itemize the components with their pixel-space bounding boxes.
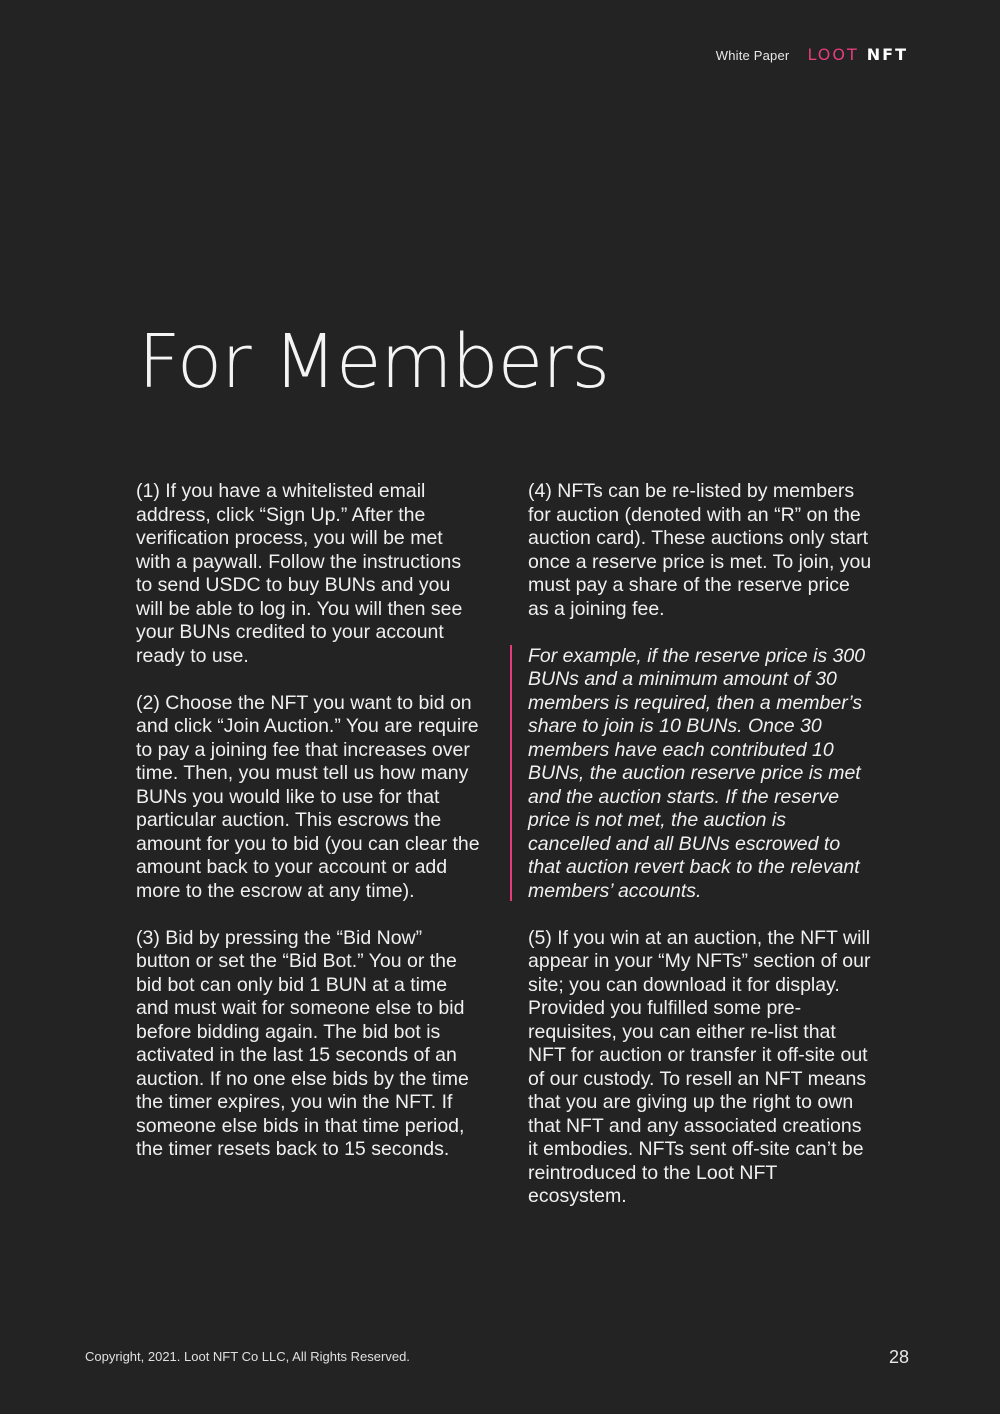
logo-nft-text: NFT <box>866 45 908 64</box>
left-column <box>136 480 481 1185</box>
page-number: 28 <box>888 1347 909 1367</box>
paragraph-step-3: (3) Bid by pressing the “Bid Now” button or set the “Bid Bot.” You or the bid bot can only bid 1 BUN at a time and must wait for someone else to bid before bidding again. The bid bot is activated in the last 15 seconds of an auction. If no one else bids by the time the timer expires, you win the NFT. If someone else bids in that time period, the timer resets back to 15 seconds. <box>136 926 469 1160</box>
paragraph-step-1: (1) If you have a whitelisted email address, click “Sign Up.” After the verification process, you will be met with a paywall. Follow the instructions to send USDC to buy BUNs and you will be able to log in. You will then see your BUNs credited to your account ready to use. <box>136 480 463 667</box>
page-title: For Members <box>138 319 610 405</box>
logo-loot-text: LOOT <box>807 45 859 64</box>
page-header <box>716 47 908 63</box>
paragraph-step-5: (5) If you win at an auction, the NFT will appear in your “My NFTs” section of our site; you can download it for display. Provided you fulfilled some pre-requisites, you can either re-list that NFT for auction or transfer it off-site out of our custody. To resell an NFT means that you are giving up the right to own that NFT and any associated creations it embodies. NFTs sent off-site can’t be reintroduced to the Loot NFT ecosystem. <box>528 926 871 1207</box>
example-text: For example, if the reserve price is 300 BUNs and a minimum amount of 30 members is required, then a member’s share to join is 10 BUNs. Once 30 members have each contributed 10 BUNs, the auction reserve price is met and the auction starts. If the reserve price is not met, the auction is cancelled and all BUNs escrowed to that auction revert back to the relevant members’ accounts. <box>528 644 866 902</box>
example-callout <box>528 645 873 904</box>
callout-accent-bar <box>510 645 512 901</box>
brand-logo <box>807 47 908 63</box>
paragraph-step-2: (2) Choose the NFT you want to bid on and click “Join Auction.” You are require to pay a joining fee that increases over time. Then, you must tell us how many BUNs you would like to use for that particular auction. This escrows the amount for you to bid (you can clear the amount back to your account or add more to the escrow at any time). <box>136 691 480 902</box>
header-label: White Paper <box>715 47 790 63</box>
right-column <box>528 480 873 1232</box>
footer-copyright: Copyright, 2021. Loot NFT Co LLC, All Rights Reserved. <box>85 1349 410 1364</box>
paragraph-step-4: (4) NFTs can be re-listed by members for auction (denoted with an “R” on the auction card). These auctions only start once a reserve price is met. To join, you must pay a share of the reserve price as a joining fee. <box>528 480 872 620</box>
